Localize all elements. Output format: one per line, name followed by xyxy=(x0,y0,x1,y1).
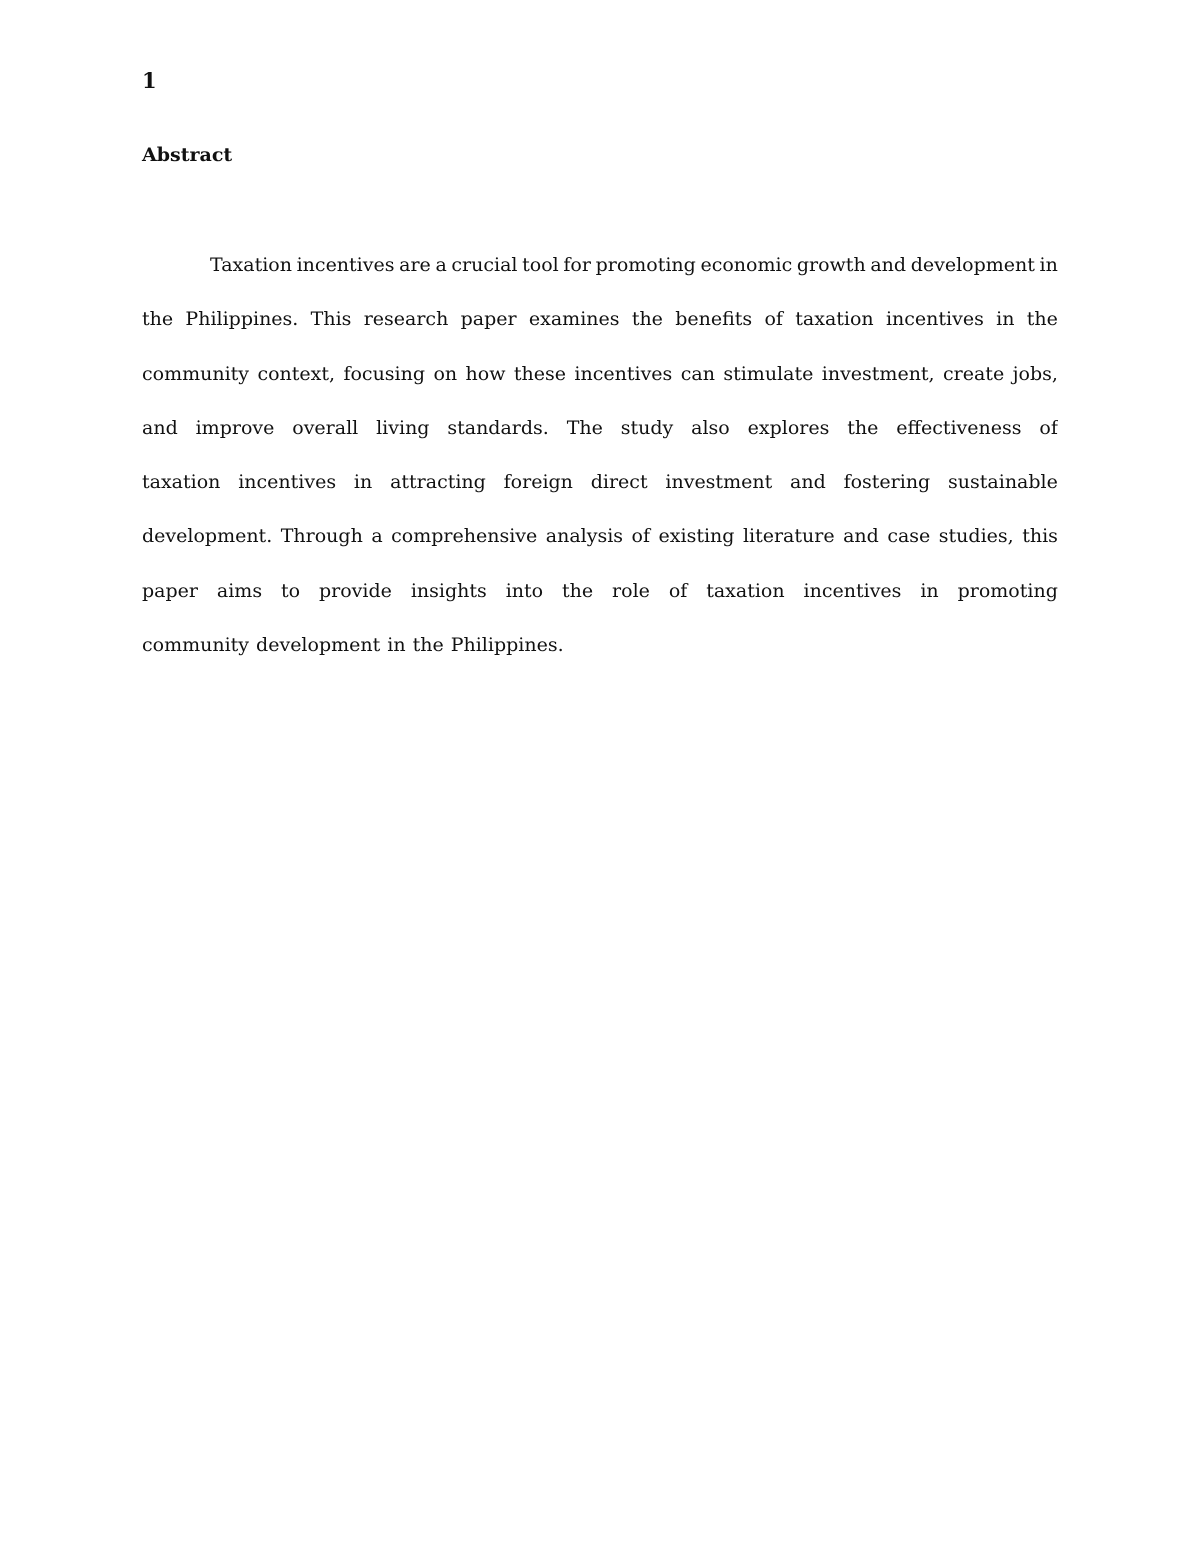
abstract-word: for xyxy=(563,254,591,276)
abstract-word: stimulate xyxy=(723,362,814,385)
abstract-word: direct xyxy=(590,471,648,494)
abstract-word: tool xyxy=(522,254,559,276)
abstract-word: create xyxy=(943,362,1005,385)
abstract-line xyxy=(142,292,1058,346)
abstract-word: incentives xyxy=(574,362,673,385)
abstract-word: explores xyxy=(747,416,830,439)
abstract-word: the xyxy=(142,308,174,331)
abstract-line xyxy=(142,455,1058,509)
abstract-word: the xyxy=(1026,308,1058,331)
abstract-word: attracting xyxy=(390,471,486,494)
abstract-word: focusing xyxy=(343,362,426,385)
abstract-word: on xyxy=(433,362,458,385)
abstract-word: incentives xyxy=(296,254,395,276)
abstract-word: of xyxy=(1039,416,1058,439)
abstract-word: Taxation xyxy=(210,254,292,276)
abstract-line xyxy=(142,618,1058,672)
abstract-word: in xyxy=(996,308,1015,331)
abstract-word: context, xyxy=(257,362,336,385)
abstract-word: of xyxy=(764,308,783,331)
abstract-word: effectiveness xyxy=(896,416,1022,439)
abstract-word: paper xyxy=(142,579,198,602)
abstract-word: provide xyxy=(319,579,392,602)
abstract-word: Philippines. xyxy=(450,634,564,657)
abstract-word: research xyxy=(363,308,449,331)
abstract-word: of xyxy=(631,525,651,548)
abstract-word: and xyxy=(790,471,826,494)
abstract-word: standards. xyxy=(447,416,549,439)
abstract-word: foreign xyxy=(503,471,573,494)
abstract-word: study xyxy=(620,416,674,439)
abstract-word: existing xyxy=(658,525,735,548)
abstract-word: the xyxy=(631,308,663,331)
abstract-word: Philippines. xyxy=(185,308,299,331)
abstract-word: insights xyxy=(410,579,487,602)
page-number: 1 xyxy=(142,68,157,93)
abstract-word: incentives xyxy=(885,308,984,331)
abstract-word: community xyxy=(142,362,250,385)
abstract-word: how xyxy=(465,362,506,385)
abstract-word: taxation xyxy=(795,308,874,331)
abstract-word: benefits xyxy=(675,308,753,331)
abstract-word: This xyxy=(310,308,352,331)
abstract-line xyxy=(142,564,1058,618)
abstract-word: crucial xyxy=(451,254,518,276)
abstract-word: aims xyxy=(216,579,263,602)
abstract-word: role xyxy=(612,579,650,602)
abstract-word: in xyxy=(1039,254,1058,276)
abstract-word: fostering xyxy=(843,471,931,494)
abstract-word: studies, xyxy=(938,525,1014,548)
abstract-word: improve xyxy=(195,416,275,439)
abstract-word: the xyxy=(562,579,594,602)
abstract-word: promoting xyxy=(595,254,696,276)
abstract-word: community xyxy=(142,634,250,657)
abstract-word: the xyxy=(412,634,444,657)
abstract-word: the xyxy=(847,416,879,439)
abstract-word: these xyxy=(513,362,567,385)
abstract-word: and xyxy=(843,525,879,548)
abstract-word: in xyxy=(387,634,406,657)
abstract-word: investment xyxy=(665,471,773,494)
abstract-word: in xyxy=(353,471,373,494)
abstract-word: overall xyxy=(292,416,359,439)
abstract-line xyxy=(142,347,1058,401)
abstract-line xyxy=(142,238,1058,292)
abstract-word: living xyxy=(376,416,430,439)
abstract-word: sustainable xyxy=(948,471,1058,494)
abstract-word: growth xyxy=(796,254,866,276)
abstract-word: a xyxy=(371,525,383,548)
abstract-word: The xyxy=(566,416,603,439)
abstract-word: analysis xyxy=(545,525,624,548)
abstract-line xyxy=(142,509,1058,563)
abstract-word: incentives xyxy=(238,471,337,494)
abstract-word: this xyxy=(1022,525,1058,548)
abstract-word: development xyxy=(910,254,1035,276)
abstract-paragraph xyxy=(142,238,1058,672)
abstract-word: comprehensive xyxy=(391,525,538,548)
abstract-word: and xyxy=(142,416,178,439)
abstract-word: jobs, xyxy=(1012,362,1058,385)
abstract-word: development. xyxy=(142,525,273,548)
abstract-word: taxation xyxy=(706,579,785,602)
abstract-word: are xyxy=(399,254,431,276)
abstract-word: can xyxy=(680,362,715,385)
abstract-word: economic xyxy=(700,254,793,276)
abstract-word: a xyxy=(435,254,447,276)
abstract-word: examines xyxy=(528,308,620,331)
abstract-word: investment, xyxy=(821,362,935,385)
abstract-word: case xyxy=(887,525,931,548)
abstract-word: incentives xyxy=(803,579,902,602)
abstract-word: to xyxy=(281,579,301,602)
abstract-word: also xyxy=(691,416,730,439)
abstract-word: literature xyxy=(742,525,835,548)
abstract-word: and xyxy=(870,254,907,276)
abstract-heading: Abstract xyxy=(142,144,233,166)
abstract-word: Through xyxy=(280,525,363,548)
abstract-word: taxation xyxy=(142,471,221,494)
abstract-word: of xyxy=(668,579,688,602)
abstract-word: paper xyxy=(460,308,517,331)
abstract-word: into xyxy=(505,579,544,602)
abstract-word: in xyxy=(920,579,939,602)
abstract-word: promoting xyxy=(957,579,1058,602)
abstract-line xyxy=(142,401,1058,455)
abstract-word: development xyxy=(256,634,381,657)
